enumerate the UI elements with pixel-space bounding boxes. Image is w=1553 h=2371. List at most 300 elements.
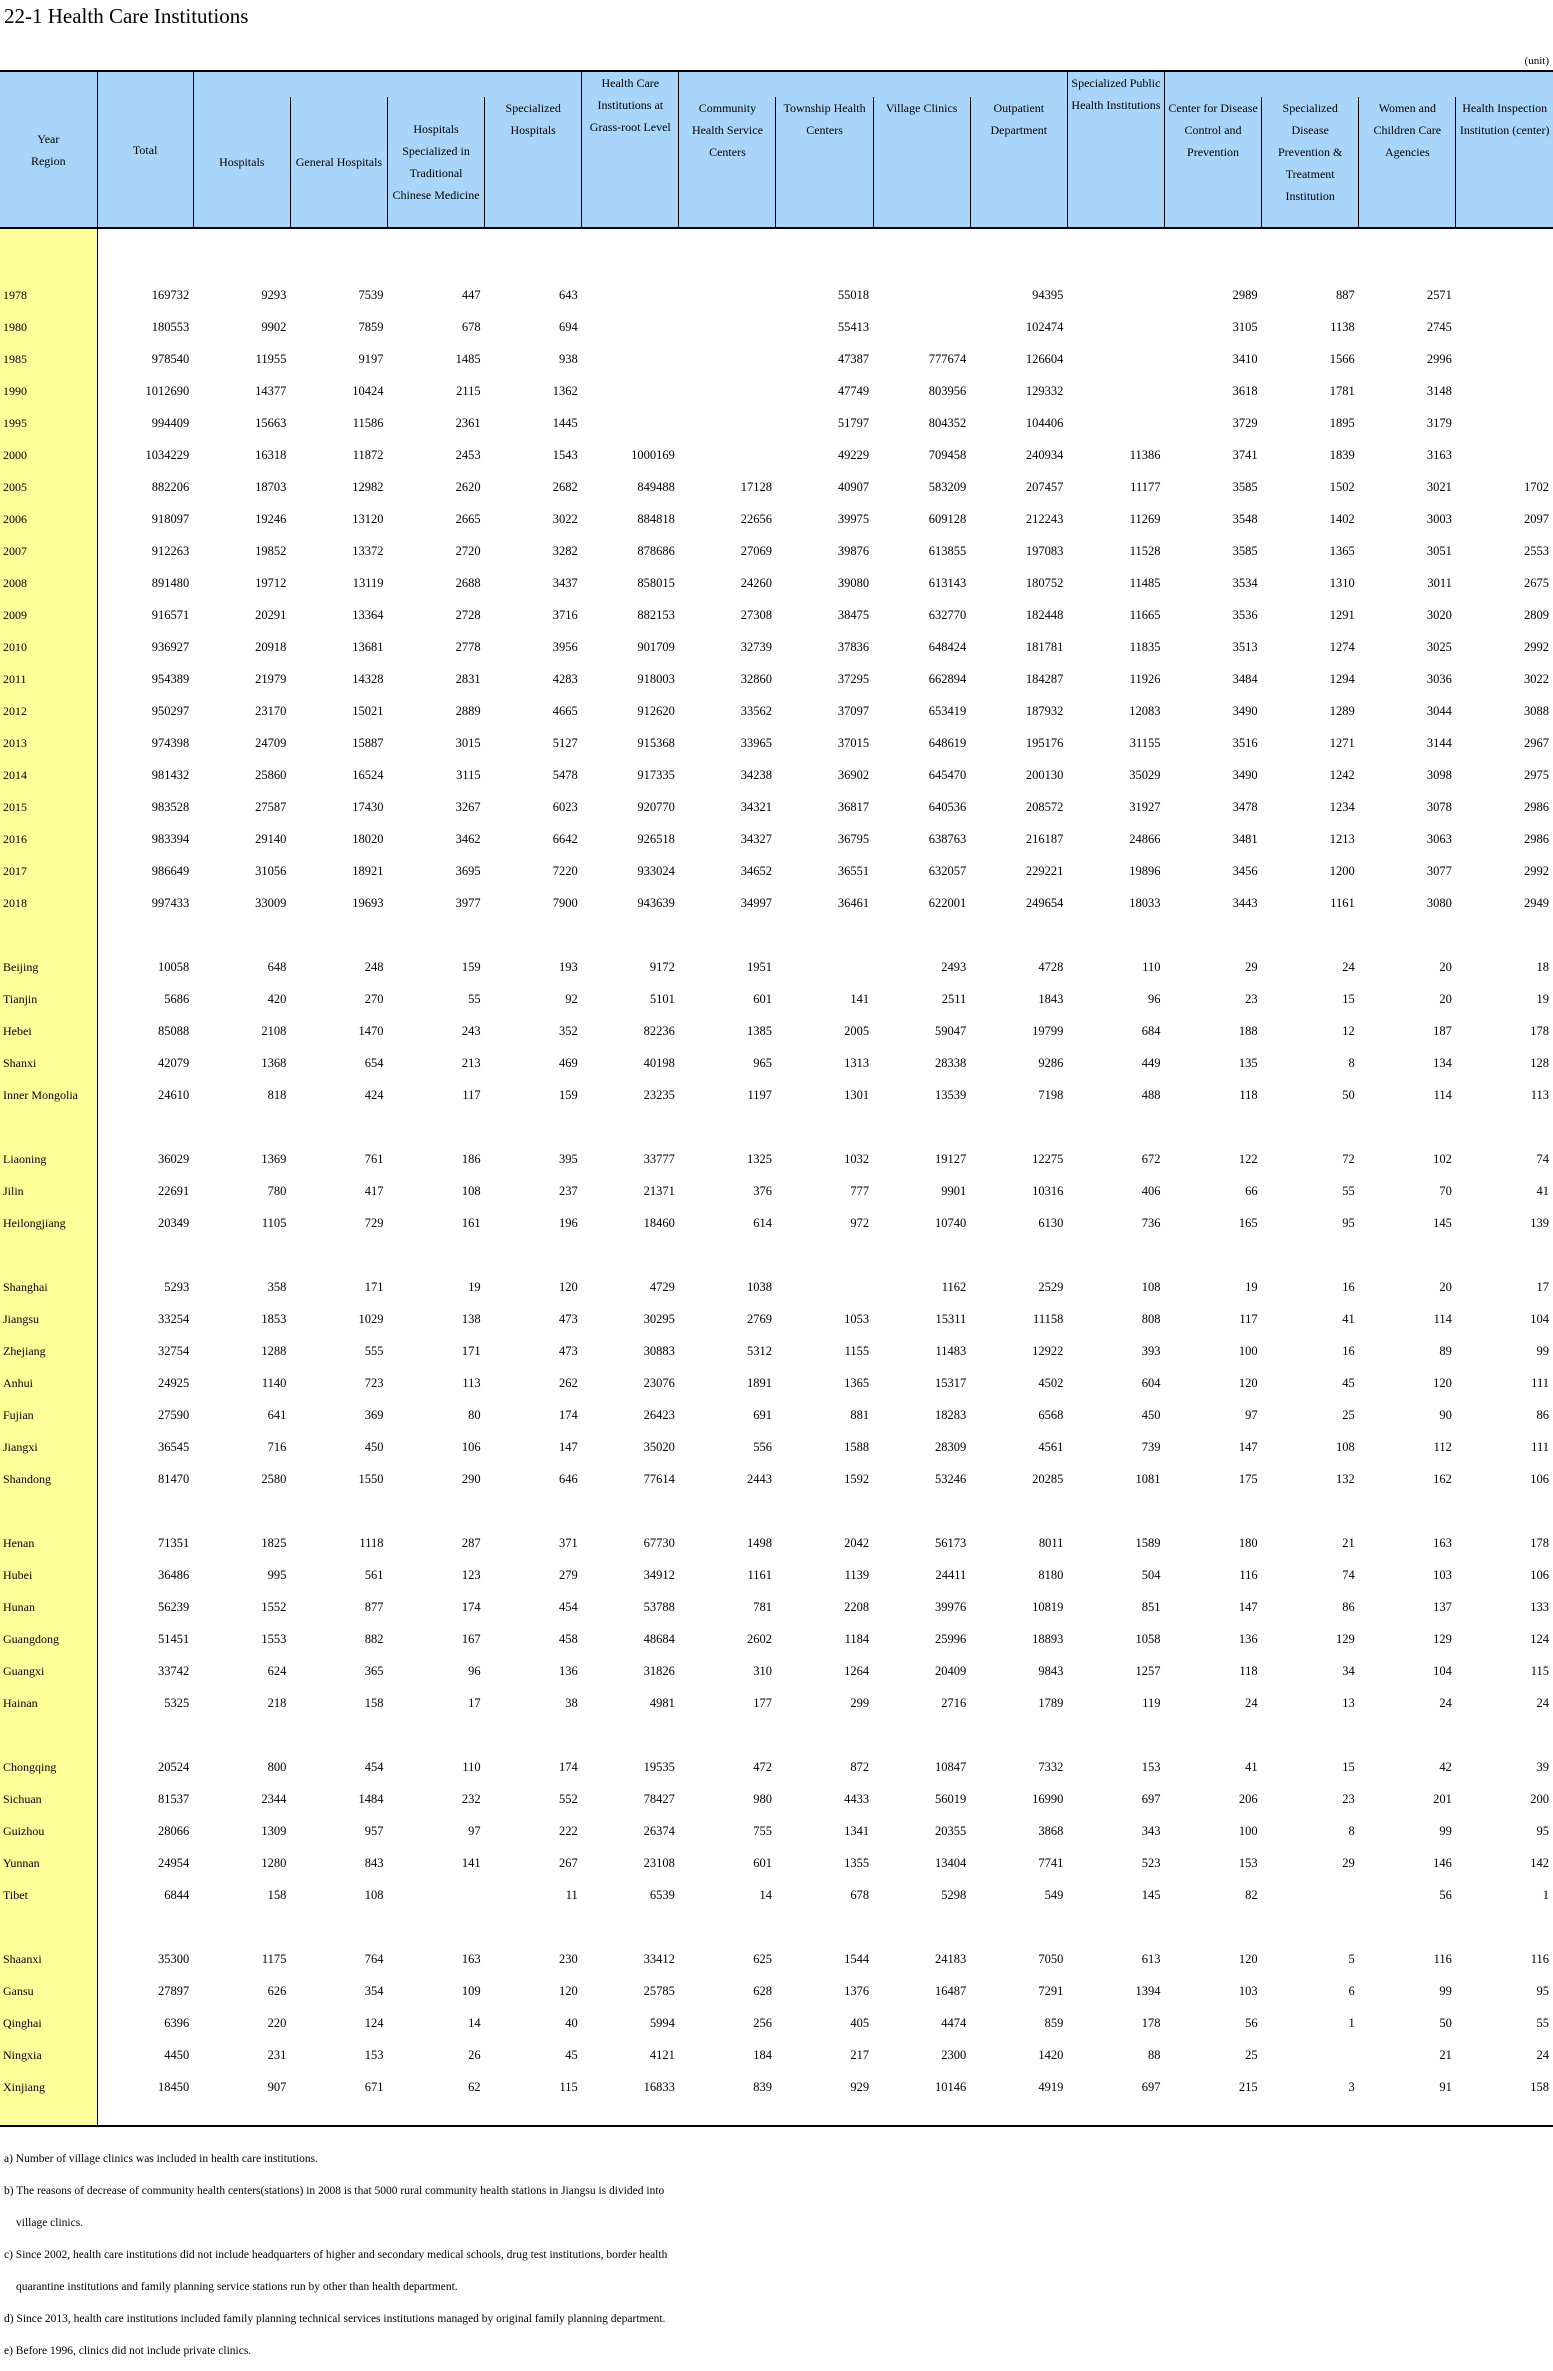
table-cell: 24411 [935,1568,967,1582]
table-cell: 174 [461,1600,481,1614]
table-cell [679,335,776,367]
table-cell: 207457 [1025,480,1064,494]
table-cell: 33562 [740,704,772,718]
table-cell: 178 [1530,1024,1549,1038]
table-cell: 1139 [844,1568,870,1582]
table-cell: 16 [1342,1280,1355,1294]
table-cell: 136 [558,1664,578,1678]
table-cell: 800 [267,1760,287,1774]
table-cell: 555 [364,1344,384,1358]
table-cell: 28338 [934,1056,967,1070]
table-cell: 3025 [1426,640,1452,654]
row-label: Yunnan [0,1839,97,1871]
table-cell: 1502 [1329,480,1355,494]
table-cell [582,271,679,303]
table-cell: 96 [1147,992,1161,1006]
table-cell: 19 [1536,992,1549,1006]
table-cell: 839 [753,2080,772,2094]
region-row [0,1551,1553,1583]
header-public-group [1164,71,1553,97]
row-label: Shanghai [0,1263,97,1295]
table-cell: 193 [558,960,578,974]
table-cell: 1843 [1038,992,1064,1006]
table-cell: 25 [1245,2048,1258,2062]
table-cell [582,303,679,335]
header-tcm: Hospitals Specialized in Traditional Chinese Medicine [387,97,484,228]
row-label: Shandong [0,1455,97,1487]
table-cell: 124 [1530,1632,1549,1646]
table-cell: 110 [1142,960,1161,974]
table-cell: 120 [558,1280,578,1294]
table-cell: 1484 [358,1792,384,1806]
table-cell: 116 [1530,1952,1549,1966]
table-cell [679,367,776,399]
table-cell: 147 [1238,1440,1258,1454]
table-cell: 3267 [455,800,481,814]
table-cell: 12275 [1032,1152,1064,1166]
table-cell: 206 [1238,1792,1258,1806]
table-cell: 12982 [352,480,384,494]
table-cell: 153 [1238,1856,1258,1870]
table-cell: 31927 [1129,800,1161,814]
table-cell: 182448 [1025,608,1064,622]
table-cell: 19 [468,1280,481,1294]
table-cell: 16 [1342,1344,1355,1358]
region-row [0,1007,1553,1039]
table-cell: 37295 [837,672,870,686]
row-label: 1995 [0,399,97,431]
spacer-row [0,1903,1553,1935]
spacer-row [0,911,1553,943]
table-cell: 36545 [157,1440,190,1454]
table-cell: 27308 [740,608,772,622]
table-cell: 97 [1245,1408,1258,1422]
table-cell: 145 [1141,1888,1161,1902]
region-row [0,1807,1553,1839]
table-cell: 111 [1531,1440,1549,1454]
region-row [0,1583,1553,1615]
table-cell: 279 [558,1568,578,1582]
table-cell: 24 [1536,1696,1549,1710]
table-cell: 20355 [934,1824,967,1838]
table-cell: 82236 [643,1024,675,1038]
table-cell: 358 [267,1280,287,1294]
table-cell: 915368 [637,736,675,750]
table-cell: 654 [364,1056,384,1070]
table-cell: 6130 [1038,1216,1064,1230]
table-cell: 3585 [1232,544,1258,558]
row-label: Inner Mongolia [0,1071,97,1103]
table-cell: 926518 [637,832,675,846]
table-cell: 3443 [1232,896,1258,910]
table-cell: 1702 [1524,480,1549,494]
table-cell: 122 [1238,1152,1258,1166]
table-cell: 39975 [837,512,870,526]
table-cell: 1288 [261,1344,287,1358]
table-cell: 94395 [1032,288,1064,302]
region-row [0,1679,1553,1711]
table-cell: 1309 [261,1824,287,1838]
table-cell: 232 [461,1792,481,1806]
header-hospitals: Hospitals [193,97,290,228]
table-cell: 80 [468,1408,481,1422]
table-cell: 200 [1530,1792,1549,1806]
table-cell: 694 [558,320,578,334]
table-cell: 158 [1530,2080,1549,2094]
table-cell: 24925 [157,1376,190,1390]
region-row [0,1391,1553,1423]
table-cell: 53788 [643,1600,675,1614]
table-cell: 59047 [934,1024,967,1038]
table-cell: 7332 [1038,1760,1064,1774]
table-cell: 3163 [1426,448,1452,462]
header-inspection: Health Inspection Institution (center) [1456,97,1553,228]
table-cell: 1105 [261,1216,287,1230]
table-cell: 4474 [941,2016,967,2030]
table-cell: 195176 [1025,736,1064,750]
table-cell: 405 [850,2016,870,2030]
row-label: Jilin [0,1167,97,1199]
table-cell: 20 [1439,1280,1452,1294]
table-cell: 30295 [643,1312,675,1326]
table-cell: 18450 [157,2080,190,2094]
table-cell: 1550 [358,1472,384,1486]
table-cell: 159 [558,1088,578,1102]
table-cell: 34652 [740,864,772,878]
table-cell: 33742 [157,1664,190,1678]
table-cell: 33009 [255,896,287,910]
table-cell: 2115 [456,384,481,398]
table-cell: 2511 [941,992,967,1006]
table-cell: 3534 [1232,576,1258,590]
table-cell: 108 [461,1184,481,1198]
table-cell: 371 [558,1536,578,1550]
table-cell: 17128 [740,480,772,494]
table-cell: 549 [1044,1888,1064,1902]
table-cell: 986649 [151,864,190,878]
table-cell: 3148 [1426,384,1452,398]
year-row [0,335,1553,367]
table-cell: 10847 [934,1760,967,1774]
table-cell: 3003 [1426,512,1452,526]
table-cell: 804352 [928,416,967,430]
table-cell: 613 [1141,1952,1161,1966]
table-cell: 186 [461,1152,481,1166]
table-cell: 38475 [837,608,870,622]
table-cell: 24610 [157,1088,190,1102]
table-cell: 32860 [740,672,772,686]
table-cell: 622001 [928,896,967,910]
row-label: Qinghai [0,1999,97,2031]
table-cell: 3088 [1524,704,1549,718]
table-cell: 678 [850,1888,870,1902]
row-label: Gansu [0,1967,97,1999]
table-cell: 950297 [151,704,190,718]
row-label: Guizhou [0,1807,97,1839]
table-cell: 5127 [552,736,578,750]
table-cell: 7050 [1038,1952,1064,1966]
table-cell: 23 [1245,992,1258,1006]
table-cell [679,271,776,303]
table-cell: 632770 [928,608,967,622]
table-cell: 39 [1536,1760,1549,1774]
table-cell: 5994 [649,2016,675,2030]
table-cell: 41 [1342,1312,1355,1326]
table-cell: 178 [1141,2016,1161,2030]
table-cell: 420 [267,992,287,1006]
table-cell: 180752 [1025,576,1064,590]
table-cell: 81537 [157,1792,190,1806]
table-cell: 19535 [643,1760,675,1774]
table-cell: 2620 [455,480,481,494]
table-cell: 1289 [1329,704,1355,718]
table-cell: 5 [1348,1952,1355,1966]
row-label: Ningxia [0,2031,97,2063]
table-cell: 50 [1439,2016,1452,2030]
table-cell: 4728 [1038,960,1064,974]
table-cell: 290 [461,1472,481,1486]
header-year: Year [37,131,60,146]
table-cell: 2986 [1524,800,1549,814]
table-cell: 3282 [552,544,578,558]
table-cell: 230 [558,1952,578,1966]
table-cell: 1310 [1329,576,1355,590]
table-cell: 37836 [837,640,870,654]
table-cell: 1155 [844,1344,870,1358]
table-cell: 1402 [1329,512,1355,526]
table-cell: 803956 [928,384,967,398]
table-cell: 882 [364,1632,384,1646]
table-cell: 136 [1238,1632,1258,1646]
table-cell: 11955 [255,352,287,366]
year-row [0,559,1553,591]
table-cell: 34321 [740,800,772,814]
header-grassroot-group [679,71,1068,97]
table-cell: 1213 [1329,832,1355,846]
table-cell: 36461 [837,896,870,910]
table-cell: 13364 [352,608,384,622]
row-label: 2007 [0,527,97,559]
table-cell: 1197 [747,1088,772,1102]
table-cell: 672 [1141,1152,1161,1166]
table-cell: 19712 [255,576,287,590]
table-cell: 1175 [261,1952,287,1966]
table-cell: 891480 [151,576,190,590]
table-cell [1456,303,1553,335]
table-cell: 31826 [643,1664,675,1678]
table-cell: 3868 [1038,1824,1064,1838]
table-cell: 15317 [934,1376,967,1390]
table-cell: 943639 [637,896,675,910]
table-cell: 11835 [1129,640,1161,654]
table-cell: 1012690 [145,384,190,398]
table-cell: 162 [1433,1472,1452,1486]
table-cell: 5478 [552,768,578,782]
table-cell: 9902 [261,320,287,334]
table-cell: 4919 [1038,2080,1064,2094]
table-cell: 95 [1342,1216,1355,1230]
table-cell: 643 [558,288,578,302]
table-cell: 3020 [1426,608,1452,622]
table-cell: 1891 [746,1376,772,1390]
table-cell: 171 [364,1280,384,1294]
table-cell: 736 [1141,1216,1161,1230]
table-cell: 980 [753,1792,772,1806]
region-row [0,1967,1553,1999]
table-cell: 22656 [740,512,772,526]
table-cell: 14328 [352,672,384,686]
table-cell: 3051 [1426,544,1452,558]
row-label: Anhui [0,1359,97,1391]
region-row [0,1935,1553,1967]
table-cell: 1341 [844,1824,870,1838]
table-cell: 56 [1439,1888,1452,1902]
table-cell: 609128 [928,512,967,526]
table-cell: 167 [461,1632,481,1646]
row-label: 2018 [0,879,97,911]
table-cell: 27587 [255,800,287,814]
table-cell: 10740 [934,1216,967,1230]
table-cell: 159 [461,960,481,974]
table-cell: 19 [1245,1280,1258,1294]
table-cell: 1257 [1135,1664,1161,1678]
table-cell: 11528 [1129,544,1161,558]
table-cell: 983528 [151,800,190,814]
table-cell: 174 [558,1760,578,1774]
table-cell: 881 [850,1408,870,1422]
table-cell: 3729 [1232,416,1258,430]
region-row [0,1839,1553,1871]
table-cell: 196 [558,1216,578,1230]
year-row [0,431,1553,463]
table-cell: 2716 [941,1696,967,1710]
table-cell: 640536 [928,800,967,814]
table-cell: 99 [1536,1344,1549,1358]
table-cell: 104 [1433,1664,1452,1678]
table-cell: 10424 [352,384,384,398]
table-cell: 1234 [1329,800,1355,814]
table-cell: 504 [1141,1568,1161,1582]
table-cell [1067,271,1164,303]
table-cell: 983394 [151,832,190,846]
table-cell: 92 [565,992,578,1006]
header-specialized: Specialized Hospitals [485,97,582,228]
table-cell: 884818 [637,512,675,526]
table-cell: 262 [558,1376,578,1390]
table-cell: 974398 [151,736,190,750]
table-cell: 5325 [164,1696,190,1710]
table-cell: 3115 [456,768,481,782]
table-cell: 3490 [1232,768,1258,782]
table-cell: 30883 [643,1344,675,1358]
year-row [0,271,1553,303]
page-title: 22-1 Health Care Institutions [4,4,249,28]
table-cell: 47387 [837,352,870,366]
table-cell: 11665 [1129,608,1161,622]
table-cell: 29140 [255,832,287,846]
table-cell: 72 [1342,1152,1355,1166]
table-cell: 447 [461,288,481,302]
region-row [0,1135,1553,1167]
table-cell: 117 [1239,1312,1258,1326]
table-cell: 671 [364,2080,384,2094]
region-row [0,1039,1553,1071]
table-cell: 352 [558,1024,578,1038]
table-cell: 8 [1348,1056,1355,1070]
table-cell: 77614 [643,1472,675,1486]
table-cell: 3098 [1426,768,1452,782]
table-cell: 147 [558,1440,578,1454]
table-cell: 102 [1433,1152,1452,1166]
table-cell: 488 [1141,1088,1161,1102]
table-cell: 9901 [941,1184,967,1198]
table-cell: 3585 [1232,480,1258,494]
table-cell: 3015 [455,736,481,750]
table-cell: 222 [558,1824,578,1838]
table-cell: 181781 [1025,640,1064,654]
row-label: Tianjin [0,975,97,1007]
table-cell: 8 [1348,1824,1355,1838]
footnote-line: b) The reasons of decrease of community health centers(stations) in 2008 is that 5000 rural community health stations in Jiangsu is divided into [4,2185,665,2197]
table-cell: 128 [1530,1056,1549,1070]
table-cell: 648 [267,960,287,974]
table-cell: 851 [1141,1600,1161,1614]
table-cell: 1038 [746,1280,772,1294]
table-cell: 920770 [637,800,675,814]
table-cell: 1280 [261,1856,287,1870]
table-cell: 2005 [844,1024,870,1038]
table-cell: 18921 [352,864,384,878]
table-cell: 178 [1530,1536,1549,1550]
table-cell: 10819 [1032,1600,1064,1614]
table-cell: 111 [1531,1376,1549,1390]
region-row [0,1999,1553,2031]
table-cell: 1592 [844,1472,870,1486]
table-cell: 56 [1245,2016,1258,2030]
table-cell: 27590 [157,1408,190,1422]
table-cell: 24954 [157,1856,190,1870]
table-cell: 2967 [1524,736,1549,750]
table-cell: 208572 [1025,800,1064,814]
year-row [0,815,1553,847]
table-cell: 27897 [157,1984,190,1998]
table-cell: 51797 [837,416,870,430]
table-cell: 3977 [455,896,481,910]
table-cell: 859 [1044,2016,1064,2030]
table-cell: 872 [850,1760,870,1774]
header-general: General Hospitals [290,97,387,228]
table-cell: 1544 [844,1952,870,1966]
table-cell: 24183 [934,1952,967,1966]
table-cell: 4665 [552,704,578,718]
footnotes [4,2143,667,2367]
table-cell: 26374 [643,1824,675,1838]
header-total: Total [97,71,193,228]
table-cell: 13539 [934,1088,967,1102]
row-label: Hebei [0,1007,97,1039]
table-cell: 51451 [157,1632,190,1646]
table-cell: 34912 [643,1568,675,1582]
table-cell: 691 [753,1408,772,1422]
table-cell: 243 [461,1024,481,1038]
table-cell: 3179 [1426,416,1452,430]
table-cell: 780 [267,1184,287,1198]
table-cell: 2831 [455,672,481,686]
table-cell: 213 [461,1056,481,1070]
table-cell: 24 [1245,1696,1258,1710]
table-cell: 35020 [643,1440,675,1454]
table-cell: 648424 [928,640,967,654]
